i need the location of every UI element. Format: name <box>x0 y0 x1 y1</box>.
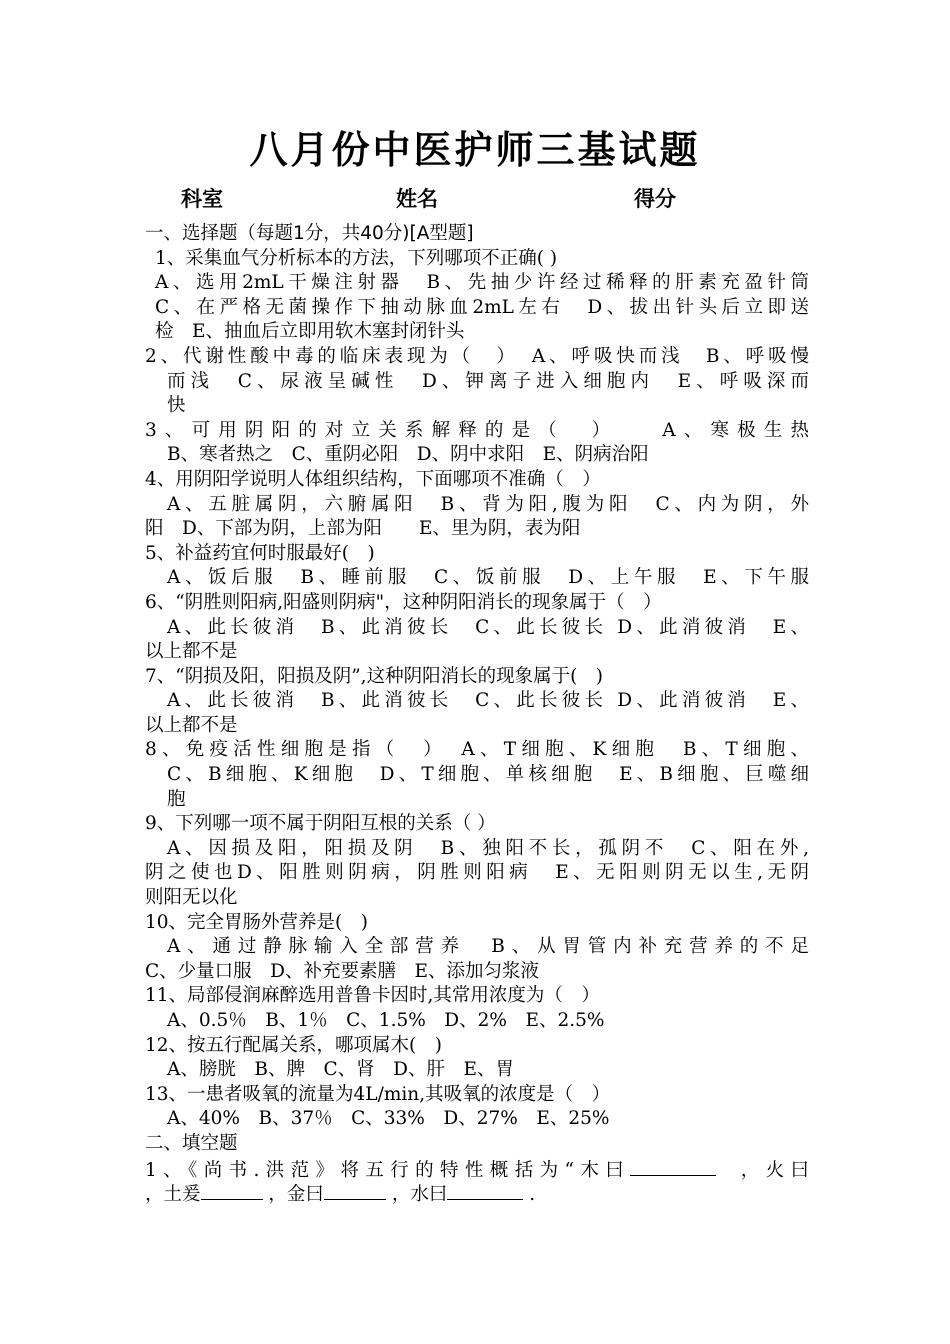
option-line: A、此长彼消 B、此消彼长 C、此长彼长 D、此消彼消 E、 <box>167 616 809 638</box>
option-line: 胞 <box>167 788 186 810</box>
name-label: 姓名 <box>396 187 438 211</box>
fill-text: 1、《尚书.洪范》将五行的特性概括为“木曰 <box>145 1159 631 1181</box>
option-line: A、通过静脉输入全部营养 B、从胃管内补充营养的不足 <box>167 936 809 958</box>
question-line: 5、补益药宜何时服最好( ) <box>145 542 375 564</box>
option-line: 检 E、抽血后立即用软木塞封闭针头 <box>155 321 465 343</box>
fill-text: ，火曰 <box>740 1159 809 1181</box>
question-line: 1、采集血气分析标本的方法，下列哪项不正确( ) <box>155 247 558 269</box>
option-line: 阳 D、下部为阴，上部为阳 E、里为阴，表为阳 <box>145 518 581 540</box>
option-line: 快 <box>167 395 186 417</box>
question-line: 9、下列哪一项不属于阴阳互根的关系（ ） <box>145 813 496 835</box>
option-line: A、此长彼消 B、此消彼长 C、此长彼长 D、此消彼消 E、 <box>167 690 809 712</box>
page-title: 八月份中医护师三基试题 <box>249 128 701 172</box>
option-line: C、少量口服 D、补充要素膳 E、添加匀浆液 <box>145 960 539 982</box>
option-line: A、0.5％ B、1％ C、1.5% D、2% E、2.5% <box>167 1010 605 1031</box>
question-line: 13、一患者吸氧的流量为4L/min,其吸氧的浓度是（ ） <box>145 1083 611 1105</box>
question-line: 6、“阴胜则阳病,阳盛则阴病"，这种阴阳消长的现象属于（ ） <box>145 591 662 613</box>
fill-text: ，水曰 <box>391 1184 448 1206</box>
score-label: 得分 <box>634 187 676 211</box>
fill-blank[interactable] <box>447 1181 523 1200</box>
option-line: 以上都不是 <box>145 714 238 736</box>
question-line: 10、完全胃肠外营养是( ) <box>145 911 368 933</box>
question-line: 3、可用阴阳的对立关系解释的是（ ） A、寒极生热 <box>145 419 809 441</box>
question-line: 4、用阴阳学说明人体组织结构，下面哪项不准确（ ） <box>145 468 601 490</box>
fill-blank[interactable] <box>324 1181 386 1200</box>
question-line: 8、免疫活性细胞是指（ ） A、T细胞、K细胞 B、T细胞、 <box>145 739 809 761</box>
option-line: A、选用2mL干燥注射器 B、先抽少许经过稀释的肝素充盈针筒 <box>155 272 809 294</box>
option-line: C、在严格无菌操作下抽动脉血2mL左右 D、拔出针头后立即送 <box>155 296 809 318</box>
option-line: 阴之使也D、阳胜则阴病，阴胜则阳病 E、无阳则阴无以生,无阴 <box>145 862 809 884</box>
option-line: C、B细胞、K细胞 D、T细胞、单核细胞 E、B细胞、巨噬细 <box>167 764 809 786</box>
question-line: 2、代谢性酸中毒的临床表现为（ ） A、呼吸快而浅 B、呼吸慢 <box>145 345 809 367</box>
dept-label: 科室 <box>181 187 223 211</box>
option-line: A、膀胱 B、脾 C、肾 D、肝 E、胃 <box>167 1059 514 1081</box>
question-line: 11、局部侵润麻醉选用普鲁卡因时,其常用浓度为（ ） <box>145 985 600 1007</box>
fill-text: ，金曰 <box>268 1184 324 1206</box>
option-line: 则阳无以化 <box>145 887 238 909</box>
fill-question-line <box>145 1181 809 1206</box>
option-line: A、饭后服 B、睡前服 C、饭前服 D、上午服 E、下午服 <box>167 567 809 589</box>
fill-text: . <box>529 1184 536 1206</box>
fill-text: ，土爰 <box>145 1184 201 1206</box>
option-line: 而浅 C、尿液呈碱性 D、钾离子进入细胞内 E、呼吸深而 <box>167 370 809 392</box>
exam-body <box>145 222 809 1206</box>
section-heading-choice: 一、选择题（每题1分，共40分)[A型题] <box>145 223 474 244</box>
option-line: A、40% B、37％ C、33% D、27% E、25% <box>167 1108 610 1130</box>
question-line: 7、“阴损及阳，阳损及阴”,这种阴阳消长的现象属于( ) <box>145 665 604 687</box>
option-line: A、五脏属阴，六腑属阳 B、背为阳,腹为阳 C、内为阴，外 <box>167 493 809 515</box>
question-line: 12、按五行配属关系，哪项属木( ) <box>145 1034 442 1056</box>
option-line: B、寒者热之 C、重阴必阳 D、阴中求阳 E、阴病治阳 <box>167 444 649 466</box>
fill-blank[interactable] <box>630 1157 716 1176</box>
option-line: A、因损及阳，阳损及阴 B、独阳不长，孤阴不 C、阳在外, <box>167 837 809 859</box>
fill-question-line <box>145 1157 809 1182</box>
header-fields <box>0 184 950 214</box>
fill-blank[interactable] <box>201 1181 263 1200</box>
section-heading-fill: 二、填空题 <box>145 1132 238 1154</box>
option-line: 以上都不是 <box>145 641 238 663</box>
